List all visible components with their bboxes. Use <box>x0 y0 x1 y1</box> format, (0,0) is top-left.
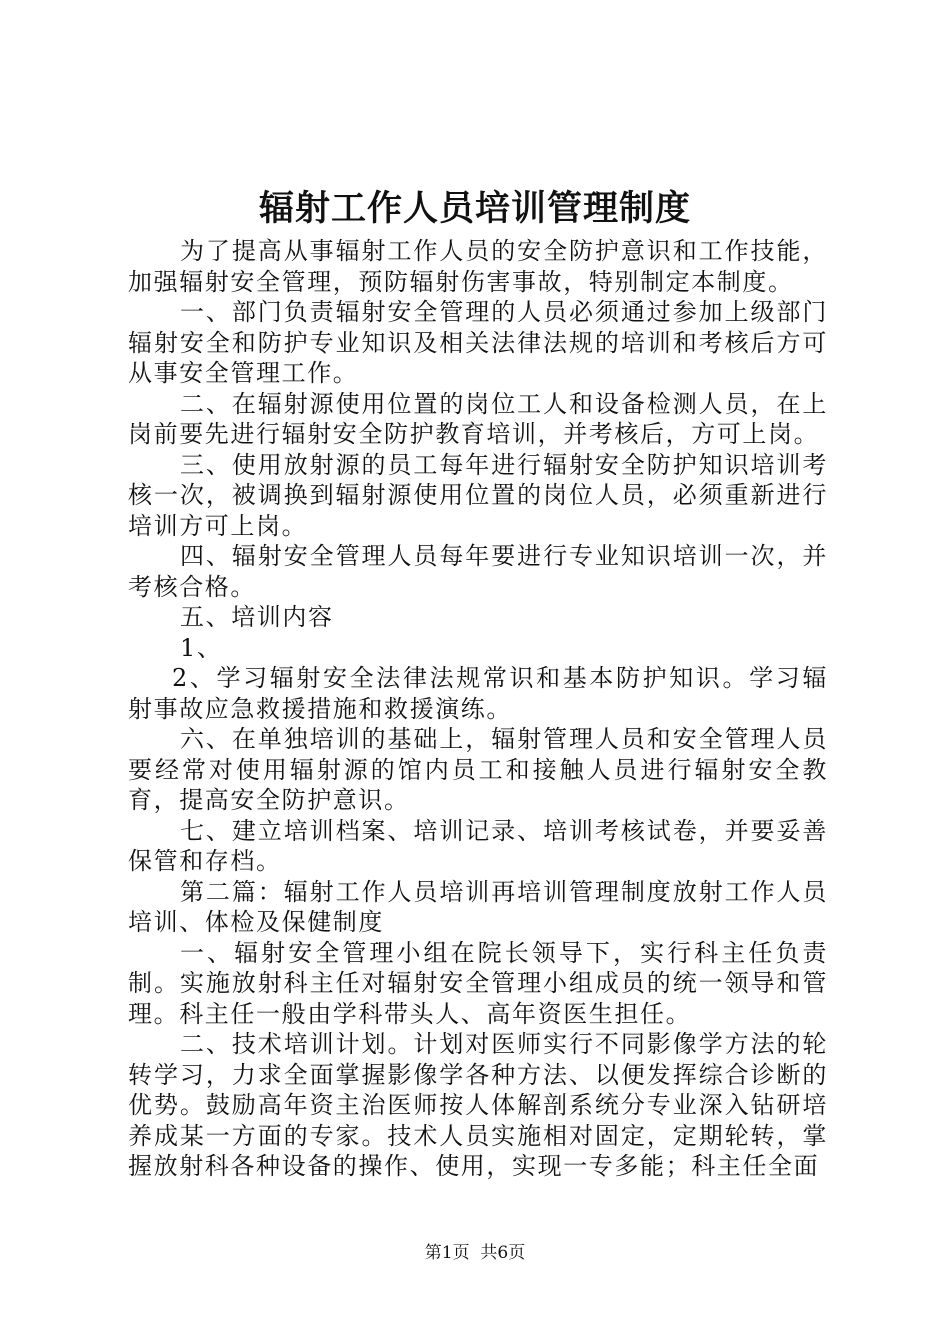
document-title: 辐射工作人员培训管理制度 <box>258 189 691 229</box>
paragraph-intro: 为了提高从事辐射工作人员的安全防护意识和工作技能，加强辐射安全管理，预防辐射伤害事故，特别制定本制度。 <box>128 237 828 296</box>
paragraph-item-7: 七、建立培训档案、培训记录、培训考核试卷，并要妥善保管和存档。 <box>128 816 828 875</box>
paragraph-subitem-2: 2、学习辐射安全法律法规常识和基本防护知识。学习辐射事故应急救援措施和救援演练。 <box>128 664 828 723</box>
paragraph-item-4: 四、辐射安全管理人员每年要进行专业知识培训一次，并考核合格。 <box>128 542 828 601</box>
page-footer <box>0 1241 950 1265</box>
paragraph-item-2: 二、在辐射源使用位置的岗位工人和设备检测人员，在上岗前要先进行辐射安全防护教育培训，并考核后，方可上岗。 <box>128 389 828 448</box>
page-total: 共6页 <box>480 1243 526 1263</box>
paragraph-part-two-item-1: 一、辐射安全管理小组在院长领导下，实行科主任负责制。实施放射科主任对辐射安全管理小组成员的统一领导和管理。科主任一般由学科带头人、高年资医生担任。 <box>128 938 828 1028</box>
paragraph-subitem-1: 1、 <box>180 633 223 662</box>
paragraph-item-6: 六、在单独培训的基础上，辐射管理人员和安全管理人员要经常对使用辐射源的馆内员工和接触人员进行辐射安全教育，提高安全防护意识。 <box>128 725 828 814</box>
footer-spacer <box>470 1243 481 1263</box>
page-number: 第1页 <box>424 1243 470 1263</box>
paragraph-item-1: 一、部门负责辐射安全管理的人员必须通过参加上级部门辐射安全和防护专业知识及相关法律法规的培训和考核后方可从事安全管理工作。 <box>128 298 828 387</box>
paragraph-item-3: 三、使用放射源的员工每年进行辐射安全防护知识培训考核一次，被调换到辐射源使用位置的岗位人员，必须重新进行培训方可上岗。 <box>128 450 828 540</box>
paragraph-part-two-item-2: 二、技术培训计划。计划对医师实行不同影像学方法的轮转学习，力求全面掌握影像学各种方法、以便发挥综合诊断的优势。鼓励高年资主治医师按人体解剖系统分专业深入钻研培养成某一方面的专家。技术人员实施相对固定，定期轮转，掌握放射科各种设备的操作、使用，实现一专多能；科主任全面 <box>128 1030 828 1180</box>
paragraph-part-two-heading: 第二篇：辐射工作人员培训再培训管理制度放射工作人员培训、体检及保健制度 <box>128 877 828 936</box>
paragraph-item-5-heading: 五、培训内容 <box>180 603 334 631</box>
document-body <box>128 236 828 1182</box>
